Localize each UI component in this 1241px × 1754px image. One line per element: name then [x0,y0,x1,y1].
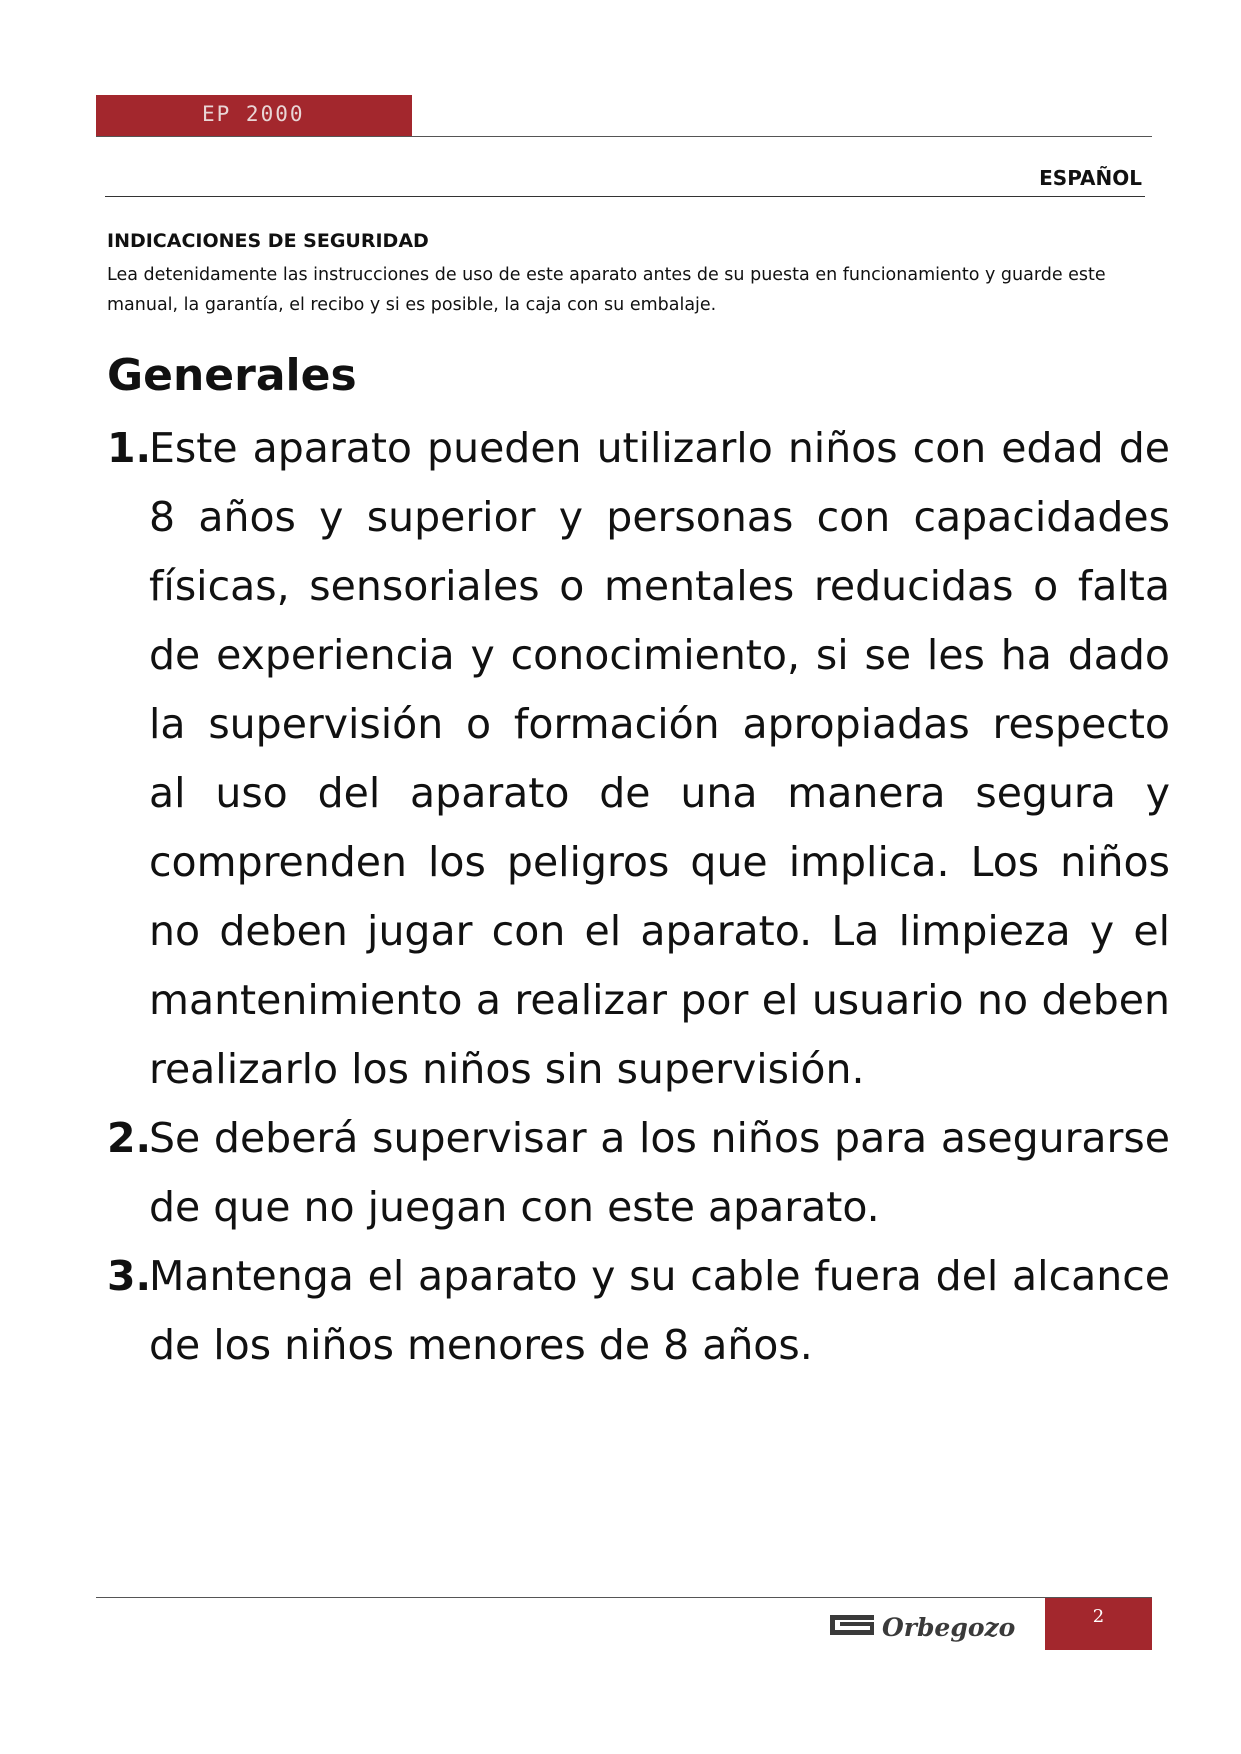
instruction-text: Este aparato pueden utilizarlo niños con edad de 8 años y superior y personas con capacidades físicas, sensoriales o mentales reducidas o falta de experiencia y conocimiento, si se les ha dado la supervisión o formación apropiadas respecto al uso del aparato de una manera segura y comprenden los peligros que implica. Los niños no deben jugar con el aparato. La limpieza y el mantenimiento a realizar por el usuario no deben realizarlo los niños sin supervisión. [149,424,1170,1093]
instruction-number: 2. [107,1114,152,1162]
instruction-list [107,414,1170,1380]
header-divider [96,136,1152,137]
brand-logo [830,1605,1030,1645]
footer-divider [96,1597,1152,1598]
instruction-number: 1. [107,424,152,472]
language-label: ESPAÑOL [1039,166,1142,190]
instruction-item [107,1242,1170,1380]
section-title: Generales [107,350,357,401]
page-number-box [1045,1598,1152,1650]
language-divider [105,196,1145,197]
instruction-item [107,1104,1170,1242]
safety-title: INDICACIONES DE SEGURIDAD [107,230,429,252]
safety-intro: Lea detenidamente las instrucciones de uso de este aparato antes de su puesta en funcionamiento y guarde este manual, la garantía, el recibo y si es posible, la caja con su embalaje. [107,265,1106,315]
page-number: 2 [1092,1606,1105,1627]
instruction-item [107,414,1170,1104]
instruction-text: Se deberá supervisar a los niños para asegurarse de que no juegan con este aparato. [149,1114,1170,1231]
svg-text:Orbegozo: Orbegozo [882,1613,1016,1642]
instruction-number: 3. [107,1252,152,1300]
instruction-text: Mantenga el aparato y su cable fuera del alcance de los niños menores de 8 años. [149,1252,1170,1369]
model-code: EP 2000 [202,102,305,126]
